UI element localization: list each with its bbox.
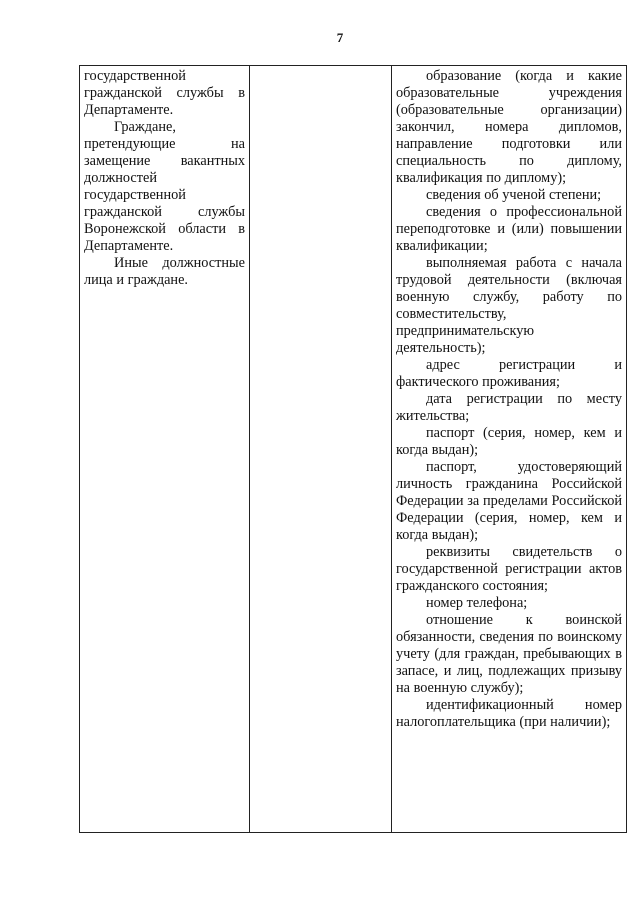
category-paragraph: государственной гражданской службы в Департаменте. <box>84 68 245 118</box>
empty-column <box>250 66 392 833</box>
category-paragraph: Граждане, претендующие на замещение вакантных должностей государственной гражданской службы Воронежской области в Департаменте. <box>84 119 245 254</box>
data-item: паспорт, удостоверяющий личность гражданина Российской Федерации за пределами Российской Федерации (серия, номер, кем и когда выдан); <box>396 459 622 543</box>
data-list-column <box>392 66 627 833</box>
document-table <box>79 65 627 833</box>
data-item: адрес регистрации и фактического проживания; <box>396 357 622 390</box>
category-paragraph: Иные должностные лица и граждане. <box>84 255 245 288</box>
data-item: паспорт (серия, номер, кем и когда выдан); <box>396 425 622 458</box>
data-item: образование (когда и какие образовательные учреждения (образовательные организации) закончил, номера дипломов, направление подготовки или специальность по диплому, квалификация по диплому); <box>396 68 622 186</box>
data-item: дата регистрации по месту жительства; <box>396 391 622 424</box>
data-item: сведения о профессиональной переподготовке и (или) повышении квалификации; <box>396 204 622 254</box>
data-item: идентификационный номер налогоплательщика (при наличии); <box>396 697 622 730</box>
data-item: номер телефона; <box>426 595 528 611</box>
data-item: реквизиты свидетельств о государственной регистрации актов гражданского состояния; <box>396 544 622 594</box>
data-item: сведения об ученой степени; <box>426 187 602 203</box>
data-item: выполняемая работа с начала трудовой деятельности (включая военную службу, работу по совместительству, предпринимательскую деятельность); <box>396 255 622 356</box>
page-number: 7 <box>336 30 344 45</box>
table-row <box>80 66 627 833</box>
data-item: отношение к воинской обязанности, сведения по воинскому учету (для граждан, пребывающих в запасе, и лиц, подлежащих призыву на военную службу); <box>396 612 622 696</box>
category-column <box>80 66 250 833</box>
